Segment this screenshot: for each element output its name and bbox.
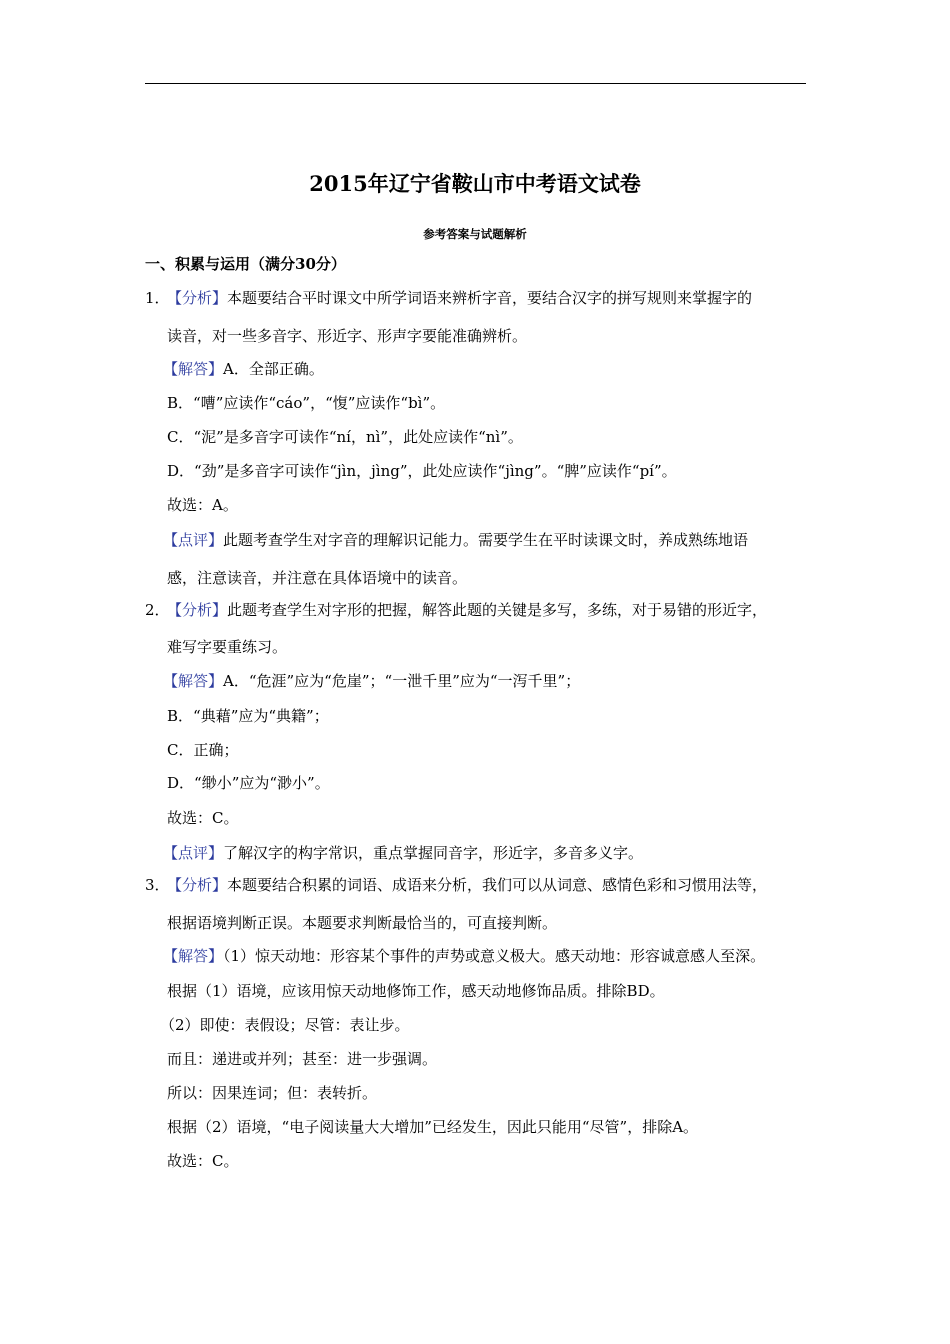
q3-choice: 故选：C。 [167, 1152, 239, 1170]
q2-comment-text-1: 了解汉字的构字常识，重点掌握同音字，形近字，多音多义字。 [223, 844, 644, 862]
q1-analysis-text-2: 读音，对一些多音字、形近字、形声字要能准确辨析。 [167, 327, 528, 345]
q3-line-2: 根据（1）语境，应该用惊天动地修饰工作，感天动地修饰品质。排除BD。 [167, 982, 665, 1000]
q1-choice: 故选：A。 [167, 496, 238, 514]
q1-comment-text-2: 感，注意读音，并注意在具体语境中的读音。 [167, 569, 468, 587]
analysis-tag: 【分析】 [167, 289, 228, 307]
analysis-tag: 【分析】 [167, 601, 228, 619]
q1-option-c: C．“泥”是多音字可读作“ní，nì”，此处应读作“nì”。 [167, 428, 523, 446]
document-title: 2015年辽宁省鞍山市中考语文试卷 [309, 171, 641, 196]
q3-analysis-text-2: 根据语境判断正误。本题要求判断最恰当的，可直接判断。 [167, 914, 558, 932]
q2-answer [163, 670, 580, 692]
q2-number: 2． [145, 601, 170, 619]
q2-choice: 故选：C。 [167, 809, 239, 827]
q3-line-3: （2）即使：表假设；尽管：表让步。 [160, 1016, 410, 1034]
q1-answer [163, 358, 324, 380]
header-rule [145, 83, 806, 84]
section-heading: 一、积累与运用（满分30分） [145, 255, 346, 273]
q1-option-d: D．“劲”是多音字可读作“jìn，jìng”，此处应读作“jìng”。“脾”应读作“pí”。 [167, 462, 677, 480]
q3-line-5: 所以：因果连词；但：表转折。 [167, 1084, 378, 1102]
answer-tag: 【解答】 [163, 947, 224, 965]
comment-tag: 【点评】 [163, 531, 224, 549]
q2-comment [163, 842, 643, 864]
document-subtitle: 参考答案与试题解析 [423, 227, 527, 241]
q2-option-c: C．正确； [167, 741, 239, 759]
q3-answer [163, 945, 765, 967]
answer-tag: 【解答】 [163, 360, 224, 378]
q2-option-b: B．“典藉”应为“典籍”； [167, 707, 329, 725]
q2-analysis-text-2: 难写字要重练习。 [167, 638, 288, 656]
q2-analysis [145, 599, 767, 621]
q1-comment [163, 529, 748, 551]
q1-analysis-text-1: 本题要结合平时课文中所学词语来辨析字音，要结合汉字的拼写规则来掌握字的 [227, 289, 753, 307]
q1-answer-a: A．全部正确。 [223, 360, 324, 378]
q3-number: 3． [145, 876, 170, 894]
q1-analysis [145, 287, 752, 309]
q2-analysis-text-1: 此题考查学生对字形的把握，解答此题的关键是多写，多练，对于易错的形近字， [227, 601, 768, 619]
q3-line-6: 根据（2）语境，“电子阅读量大大增加”已经发生，因此只能用“尽管”，排除A。 [167, 1118, 699, 1136]
q3-analysis-text-1: 本题要结合积累的词语、成语来分析，我们可以从词意、感情色彩和习惯用法等， [227, 876, 768, 894]
q3-answer-text-1: （1）惊天动地：形容某个事件的声势或意义极大。感天动地：形容诚意感人至深。 [223, 947, 766, 965]
q3-line-4: 而且：递进或并列；甚至：进一步强调。 [167, 1050, 438, 1068]
answer-tag: 【解答】 [163, 672, 224, 690]
q2-option-d: D．“缈小”应为“渺小”。 [167, 774, 330, 792]
analysis-tag: 【分析】 [167, 876, 228, 894]
q2-answer-a: A．“危涯”应为“危崖”；“一泄千里”应为“一泻千里”； [223, 672, 581, 690]
comment-tag: 【点评】 [163, 844, 224, 862]
q3-analysis [145, 874, 767, 896]
q1-option-b: B．“嘈”应读作“cáo”，“愎”应读作“bì”。 [167, 394, 446, 412]
q1-comment-text-1: 此题考查学生对字音的理解识记能力。需要学生在平时读课文时，养成熟练地语 [223, 531, 749, 549]
q1-number: 1． [145, 289, 170, 307]
